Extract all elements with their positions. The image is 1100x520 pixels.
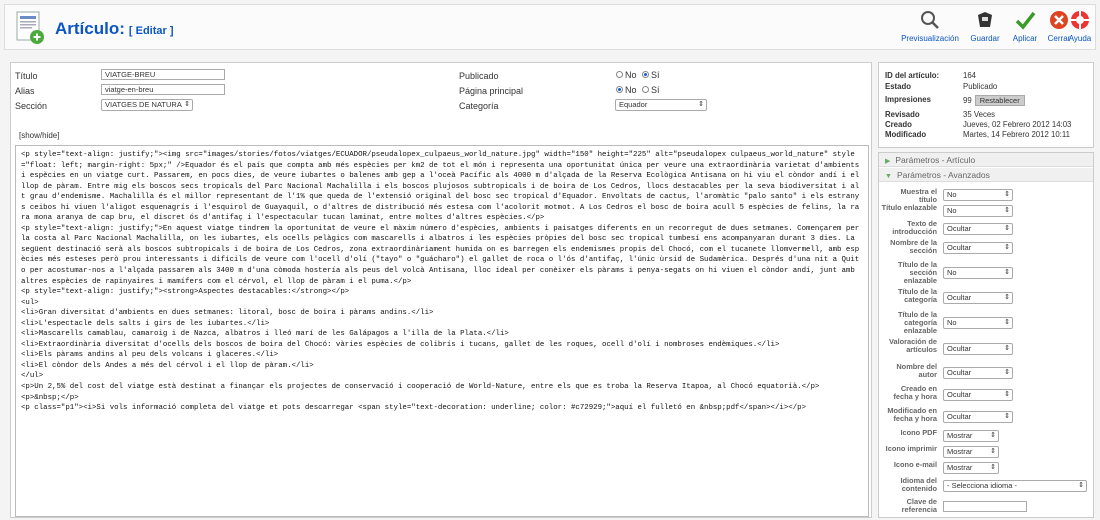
- lifebuoy-icon: [1069, 9, 1091, 31]
- param-label: Texto de introducción: [892, 219, 937, 236]
- param-value: Ocultar: [947, 243, 972, 252]
- frontpage-label: Página principal: [459, 86, 524, 96]
- frontpage-radios: [613, 85, 660, 95]
- param-row: [879, 445, 1093, 459]
- param-value: No: [947, 190, 957, 199]
- param-label: Clave de referencia: [901, 497, 937, 514]
- param-value: Mostrar: [947, 463, 973, 472]
- param-row: [879, 461, 1093, 475]
- frontpage-no-radio[interactable]: [616, 86, 623, 93]
- chevron-updown-icon: ⇕: [1004, 319, 1010, 326]
- created-label: Creado: [885, 120, 912, 129]
- checkmark-icon: [1014, 9, 1036, 31]
- chevron-updown-icon: ⇕: [1004, 269, 1010, 276]
- chevron-updown-icon: ⇕: [990, 464, 996, 471]
- published-radios: [613, 70, 660, 80]
- page-title-text: Artículo:: [55, 19, 125, 38]
- toolbar: [4, 4, 1096, 50]
- category-select[interactable]: [615, 99, 707, 111]
- advanced-params-title: Parámetros - Avanzados: [896, 170, 990, 180]
- chevron-updown-icon: ⇕: [1004, 225, 1010, 232]
- param-row: [879, 239, 1093, 257]
- param-label: Icono imprimir: [885, 444, 937, 453]
- title-input[interactable]: VIATGE-BREU: [101, 69, 225, 80]
- section-select[interactable]: [101, 99, 193, 111]
- param-select[interactable]: [943, 462, 999, 474]
- param-select[interactable]: [943, 189, 1013, 201]
- chevron-updown-icon: ⇕: [990, 448, 996, 455]
- save-icon: [974, 9, 996, 31]
- param-value: Ocultar: [947, 390, 972, 399]
- published-no-radio[interactable]: [616, 71, 623, 78]
- param-select[interactable]: [943, 267, 1013, 279]
- param-value: Ocultar: [947, 293, 972, 302]
- published-no-label: No: [625, 70, 637, 80]
- triangle-right-icon: ▶: [885, 158, 891, 165]
- preview-button[interactable]: [901, 9, 959, 47]
- article-info-panel: [878, 62, 1094, 148]
- param-select[interactable]: [943, 480, 1087, 492]
- section-label: Sección: [15, 101, 48, 111]
- param-label: Nombre del autor: [896, 362, 937, 379]
- category-label: Categoría: [459, 101, 499, 111]
- apply-label: Aplicar: [1012, 34, 1038, 43]
- param-select[interactable]: [943, 343, 1013, 355]
- param-row: [879, 477, 1093, 495]
- chevron-updown-icon: ⇕: [1004, 345, 1010, 352]
- editor-toggle-link[interactable]: [show/hide]: [19, 131, 60, 140]
- param-row: [879, 204, 1093, 218]
- param-select[interactable]: [943, 205, 1013, 217]
- save-label: Guardar: [970, 34, 1000, 43]
- param-label: Título de la categoría enlazable: [897, 310, 937, 335]
- id-value: 164: [963, 71, 977, 80]
- param-text-input[interactable]: [943, 501, 1027, 512]
- title-label: Título: [15, 71, 38, 81]
- id-label: ID del artículo:: [885, 71, 940, 80]
- param-value: No: [947, 318, 957, 327]
- param-label: Idioma del contenido: [900, 476, 937, 493]
- close-label: Cerrar: [1047, 34, 1071, 43]
- param-row: [879, 385, 1093, 405]
- param-label: Muestra el título: [900, 187, 937, 204]
- param-select[interactable]: [943, 389, 1013, 401]
- chevron-updown-icon: ⇕: [184, 101, 190, 108]
- param-row: [879, 363, 1093, 383]
- param-label: Nombre de la sección: [890, 238, 937, 255]
- param-value: No: [947, 206, 957, 215]
- chevron-updown-icon: ⇕: [1004, 207, 1010, 214]
- param-label: Creado en fecha y hora: [893, 384, 937, 401]
- advanced-params-header[interactable]: [879, 168, 1093, 182]
- param-value: Ocultar: [947, 344, 972, 353]
- param-label: Icono e-mail: [893, 460, 937, 469]
- chevron-updown-icon: ⇕: [1004, 294, 1010, 301]
- published-yes-label: Sí: [651, 70, 660, 80]
- revised-label: Revisado: [885, 110, 920, 119]
- param-row: [879, 338, 1093, 360]
- param-row: [879, 220, 1093, 238]
- alias-label: Alias: [15, 86, 35, 96]
- article-params-title: Parámetros - Artículo: [895, 155, 976, 165]
- param-select[interactable]: [943, 242, 1013, 254]
- param-label: Valoración de artículos: [888, 337, 937, 354]
- param-select[interactable]: [943, 223, 1013, 235]
- param-row: [879, 288, 1093, 308]
- param-row: [879, 498, 1093, 516]
- chevron-updown-icon: ⇕: [990, 432, 996, 439]
- revised-value: 35 Veces: [963, 110, 996, 119]
- state-label: Estado: [885, 82, 911, 91]
- magnifier-icon: [919, 9, 941, 31]
- chevron-updown-icon: ⇕: [1004, 369, 1010, 376]
- param-select[interactable]: [943, 430, 999, 442]
- alias-input[interactable]: viatge-en-breu: [101, 84, 225, 95]
- article-params-header[interactable]: [879, 153, 1093, 167]
- param-select[interactable]: [943, 446, 999, 458]
- chevron-updown-icon: ⇕: [1004, 191, 1010, 198]
- triangle-down-icon: ▼: [885, 173, 892, 180]
- modified-label: Modificado: [885, 130, 927, 139]
- param-value: Ocultar: [947, 412, 972, 421]
- param-row: [879, 429, 1093, 443]
- chevron-updown-icon: ⇕: [1078, 482, 1084, 489]
- param-value: Ocultar: [947, 224, 972, 233]
- page-subtitle: [ Editar ]: [128, 25, 174, 37]
- help-label: Ayuda: [1068, 34, 1092, 43]
- frontpage-no-label: No: [625, 85, 637, 95]
- param-value: Ocultar: [947, 368, 972, 377]
- reset-hits-button[interactable]: Restablecer: [975, 95, 1025, 106]
- param-label: Modificado en fecha y hora: [887, 406, 937, 423]
- page-title: [55, 19, 174, 39]
- published-yes-radio[interactable]: [642, 71, 649, 78]
- chevron-updown-icon: ⇕: [698, 101, 704, 108]
- parameters-panel: [878, 152, 1094, 518]
- modified-value: Martes, 14 Febrero 2012 10:11: [963, 130, 1070, 139]
- section-value: VIATGES DE NATURA: [105, 100, 182, 109]
- category-value: Equador: [619, 100, 648, 109]
- param-select[interactable]: [943, 411, 1013, 423]
- param-label: Icono PDF: [900, 428, 937, 437]
- param-label: Título de la categoría: [897, 287, 937, 304]
- article-text-editor[interactable]: <p style="text-align: justify;"><img src="images/stories/fotos/viatges/ECUADOR/pseudalopex_culpaeus_world_nature.jpg" width="150" height="225" alt="pseudalopex culpaeus_world_nature" style="float: left; margin-right: 5px;" />Equador és el país que compta amb més espècies per km2 de tot el món i representa una oportunitat única per veure una extraordinària varietat d'ambients i espècies en un viatge curt. Passarem, en pocs dies, de veure iubartes o balenes amb gep a l'oceà Pacífic als 4000 m d'alçada de la Reserva Ecològica Antisana on hi viu el còndor andí i el llop de pàram. Entre mig els boscos secs tropicals del Parc Nacional Machalilla i els boscos plujosos subtropicals i de boira de Los Cedros, llocs destacables per la seva biodiversitat i alt grau d'endemisme. Machalilla és el millor representant de l'1% que queda de l'extensió original del bosc sec tropical d'Equador. Envoltats de cactus, l'aromàtic "palo santo" i els estranys ceibos hi viuen l'aligot esquenagrís i l'esquirol de Guayaquil, o d'altres de distribució més estesa com l'acolorit motmot. A Los Cedros el bosc de boira acull 5 espècies de felins, la rara mona aranya de cap bru, el discret ós d'antifaç i l'espectacular tucan laminat, entre moltes d'altres espècies.</p> <p style="text-align: justify;">En aquest viatge tindrem la oportunitat de veure el màxim número d'espècies, ambients i paisatges diferents en un recorregut de dues setmanes. Començarem per la costa al Parc Nacional Machalilla, on les iubartes, els ocells pelàgics com mascarells i albatros i les espècies pròpies del bosc sec tropical tumbesí ens acompanyaran durant 3 dies. La següent destinació serà als boscos subtropicals i de boira de Los Cedros, zona extraordinàriament humida on es barregen els endemismes propis del Chocó, com el tucanete llomvermell, amb espècies més esteses però prou interessants i difícils de veure com l'ocell d'olí ("tayo" o "guácharo") el gallet de roca o l'ós d'antifaç, l'únic ùrsid de Sudamèrica. Després d'una nit a Quito per acostumar-nos a l'alçada passarem als 3400 m d'una còmoda hostería als peus del volcà Antisana, lloc ideal per conèixer els pàrams i penya-segats on hi viuen el còndor andí, junt amb altres espècies de rapinyaires i mamífers com el cérvol, el llop de pàram i el puma.</p> <p style="text-align: justify;"><strong>Aspectes destacables:</strong></p> <ul> <li>Gran diversitat d'ambients en dues setmanes: litoral, bosc de boira i pàrams andins.</li> <li>L'espectacle dels salts i girs de les iubartes.</li> <li>Mascarells camablau, camaroig i de Nazca, albatros i lleó marí de les Galápagos a l'illa de la Plata.</li> <li>Extraordinària diversitat d'ocells dels boscos de boira del Chocó: vàries espècies de colibrís i tucans, gallet de les roques, ocell d'olí i nombroses endèmiques.</li> <li>Els pàrams andins al peu dels volcans i glaceres.</li> <li>El còndor dels Andes a més del cérvol i el llop de pàram.</li> </ul> <p>Un 2,5% del cost del viatge està destinat a finançar els projectes de conservació i cooperació de World-Nature, entre els que es troba la Reserva Itapoa, al Chocó equatorià.</p> <p>&nbsp;</p> <p class="p1"><i>Si vols informació completa del viatge et pots descarregar <span style="text-decoration: underline; color: #c72929;">aquí el fulletó en &nbsp;pdf</span></i></p>: [15, 145, 869, 517]
- chevron-updown-icon: ⇕: [1004, 244, 1010, 251]
- param-value: No: [947, 268, 957, 277]
- param-select[interactable]: [943, 367, 1013, 379]
- hits-value: 99: [963, 96, 972, 105]
- param-label: Título enlazable: [881, 203, 937, 212]
- article-icon: [15, 11, 47, 45]
- param-value: Mostrar: [947, 431, 973, 440]
- chevron-updown-icon: ⇕: [1004, 391, 1010, 398]
- param-value: Mostrar: [947, 447, 973, 456]
- param-value: - Selecciona idioma -: [947, 481, 1018, 490]
- param-row: [879, 188, 1093, 202]
- hits-label: Impresiones: [885, 95, 931, 104]
- param-row: [879, 311, 1093, 335]
- frontpage-yes-radio[interactable]: [642, 86, 649, 93]
- param-row: [879, 261, 1093, 285]
- param-label: Título de la sección enlazable: [897, 260, 937, 285]
- frontpage-yes-label: Sí: [651, 85, 660, 95]
- param-select[interactable]: [943, 292, 1013, 304]
- state-value: Publicado: [963, 82, 998, 91]
- help-button[interactable]: [1063, 9, 1097, 47]
- param-select[interactable]: [943, 317, 1013, 329]
- article-form: [10, 62, 872, 518]
- preview-label: Previsualización: [901, 34, 959, 43]
- published-label: Publicado: [459, 71, 499, 81]
- param-row: [879, 407, 1093, 427]
- chevron-updown-icon: ⇕: [1004, 413, 1010, 420]
- created-value: Jueves, 02 Febrero 2012 14:03: [963, 120, 1072, 129]
